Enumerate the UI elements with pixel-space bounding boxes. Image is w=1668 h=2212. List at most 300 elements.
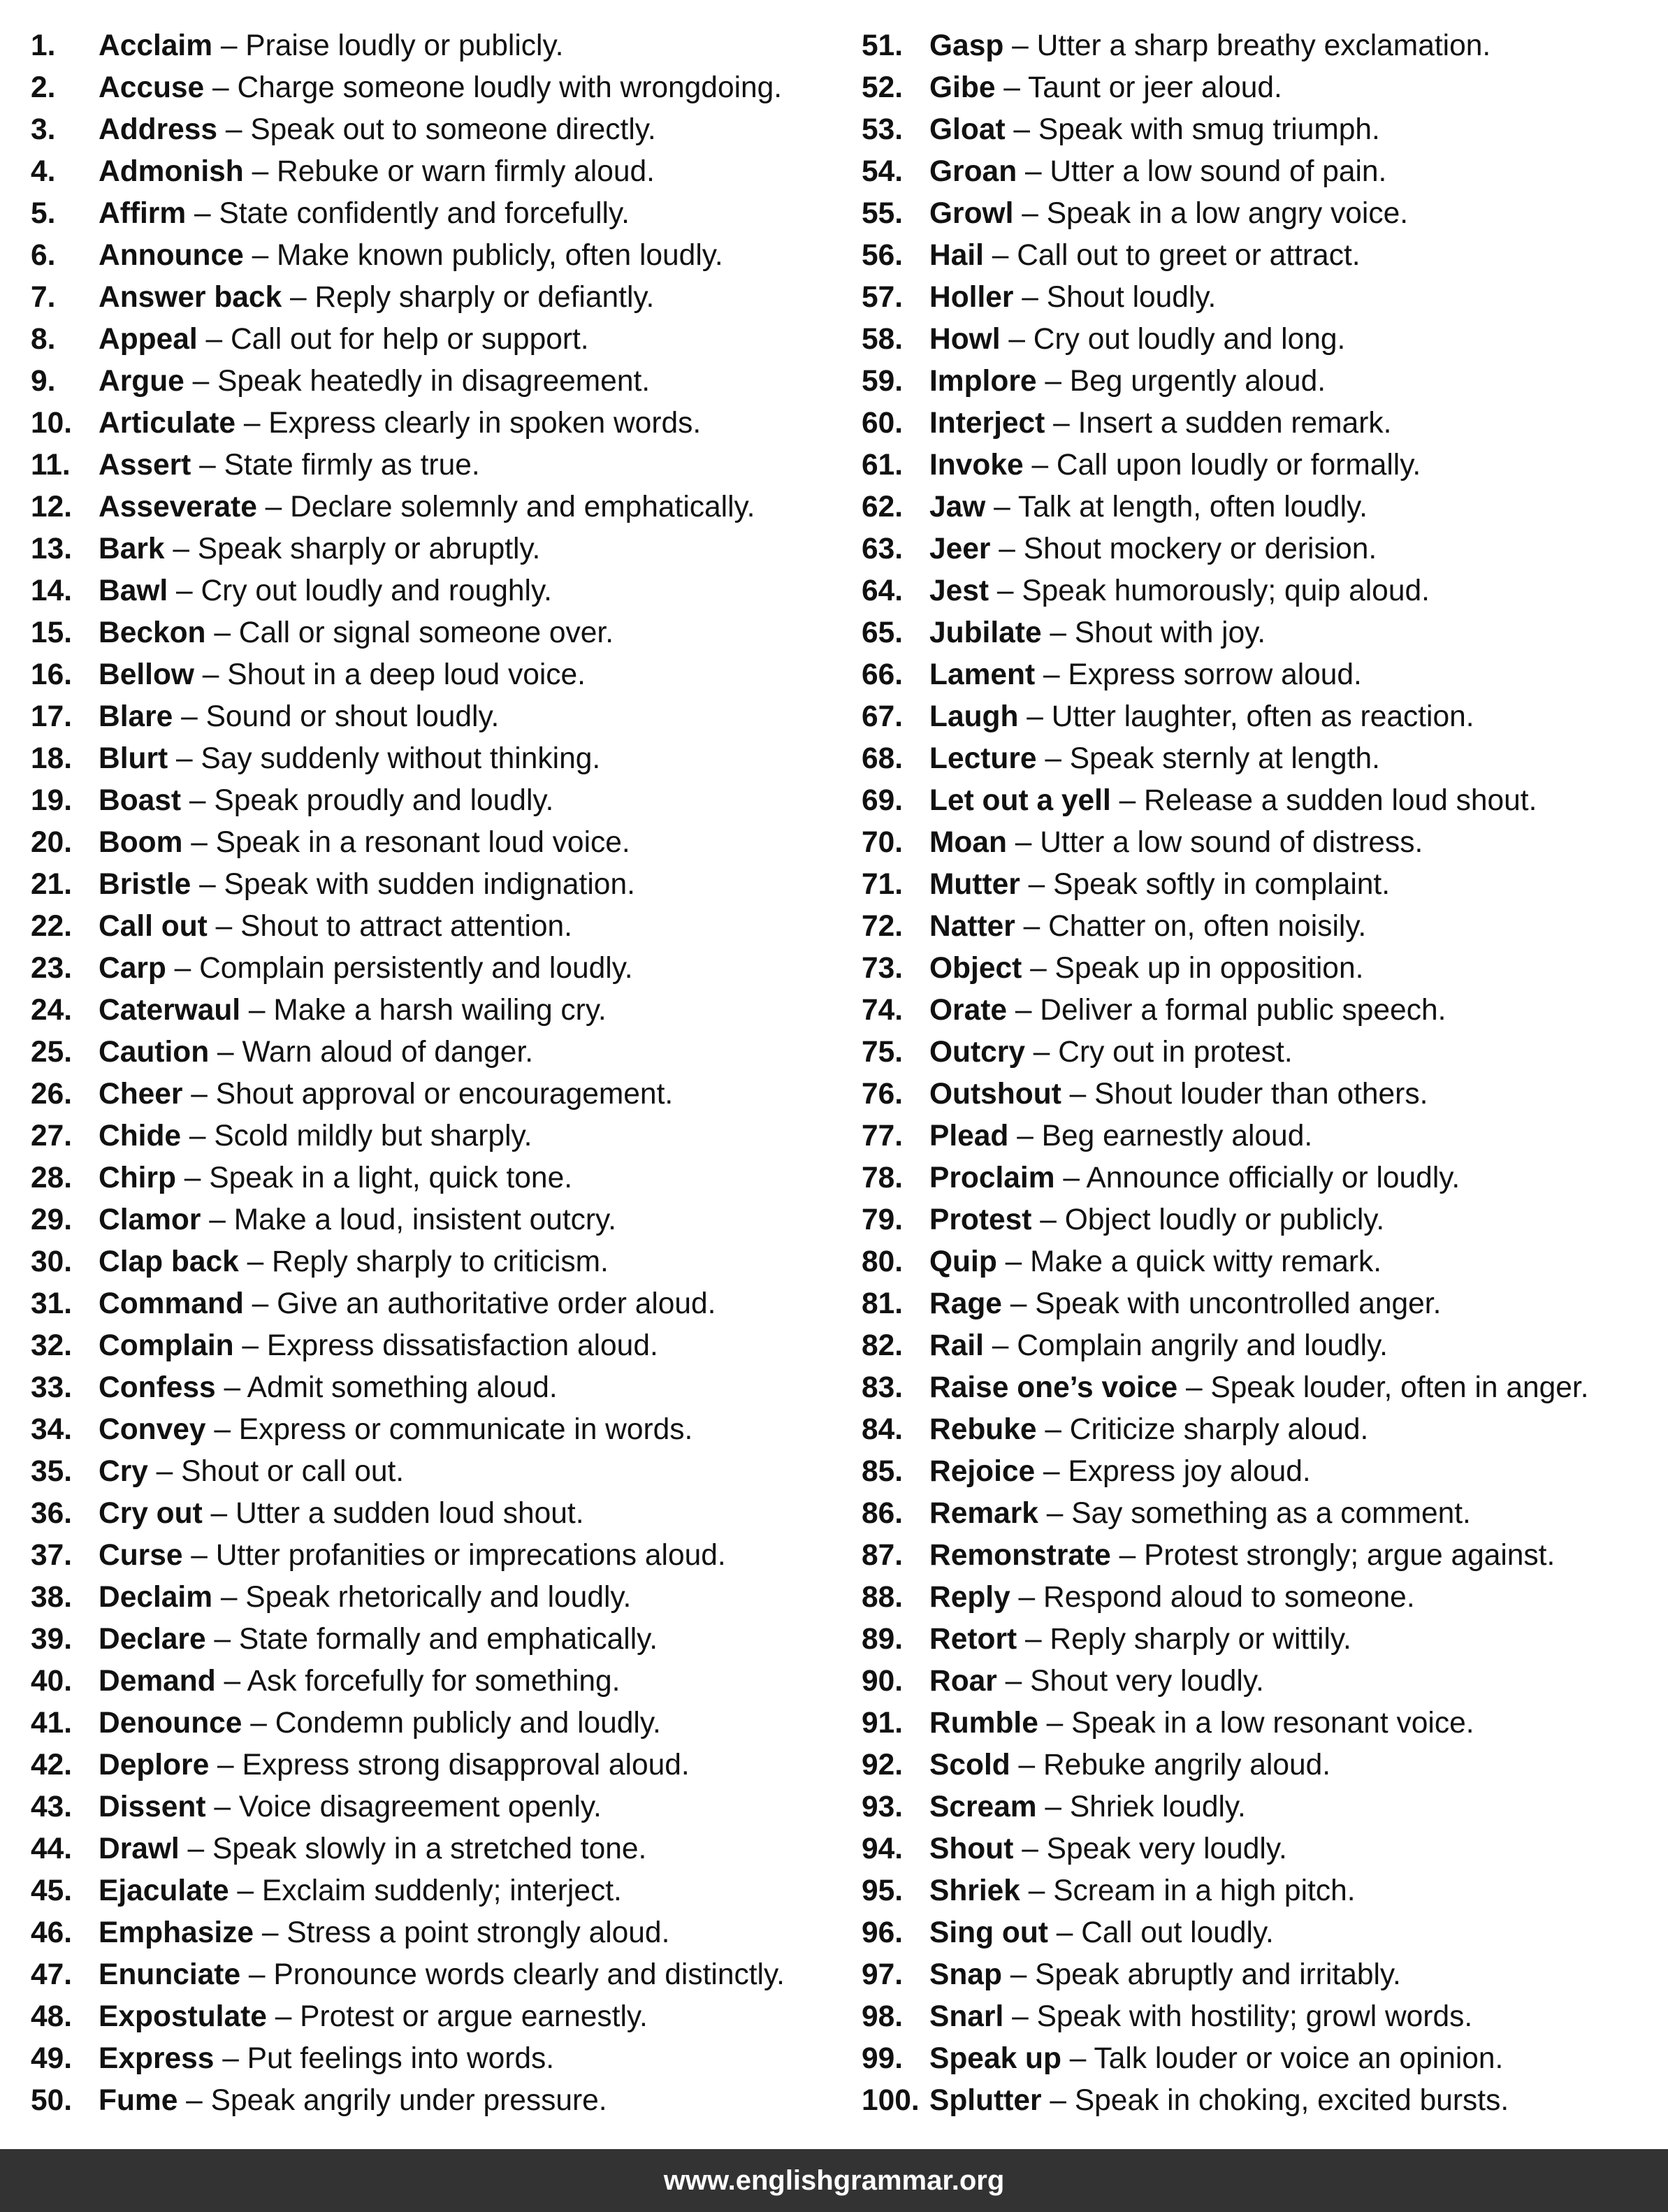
item-separator: – <box>166 952 200 985</box>
item-number: 67. <box>862 700 904 733</box>
item-term: Drawl <box>99 1833 180 1865</box>
item-text <box>99 1241 609 1283</box>
item-number: 60. <box>862 407 904 440</box>
item-number: 21. <box>31 868 73 901</box>
item-text <box>929 1786 1246 1828</box>
item-separator: – <box>1003 2000 1037 2033</box>
item-definition: Taunt or jeer aloud. <box>1027 71 1282 104</box>
item-number: 62. <box>862 491 904 523</box>
item-definition: Beg earnestly aloud. <box>1041 1120 1313 1152</box>
list-item <box>31 1367 834 1409</box>
list-item <box>31 25 834 67</box>
item-separator: – <box>1008 1120 1042 1152</box>
item-number: 28. <box>31 1162 73 1194</box>
item-number: 32. <box>31 1329 73 1362</box>
item-number: 86. <box>862 1497 904 1530</box>
item-definition: Speak slowly in a stretched tone. <box>212 1833 647 1865</box>
list-item <box>31 1032 834 1074</box>
list-item <box>862 109 1651 151</box>
list-item <box>862 67 1651 109</box>
item-term: Blurt <box>99 742 168 775</box>
item-number: 3. <box>31 113 56 146</box>
item-text <box>99 1870 622 1912</box>
item-definition: Say something as a comment. <box>1071 1497 1471 1530</box>
item-number: 14. <box>31 574 73 607</box>
item-separator: – <box>214 2042 247 2075</box>
item-separator: – <box>1036 742 1070 775</box>
item-separator: – <box>215 1665 247 1698</box>
item-term: Outshout <box>929 1078 1061 1111</box>
list-item <box>31 948 834 990</box>
item-number: 81. <box>862 1287 904 1320</box>
item-separator: – <box>209 1036 242 1069</box>
list-item <box>31 528 834 570</box>
footer-bar <box>0 2149 1668 2212</box>
item-text <box>99 570 552 612</box>
item-separator: – <box>1041 2084 1075 2117</box>
item-definition: Criticize sharply aloud. <box>1069 1413 1369 1446</box>
item-number: 47. <box>31 1958 73 1991</box>
item-number: 42. <box>31 1749 73 1781</box>
item-separator: – <box>168 742 201 775</box>
item-number: 49. <box>31 2042 73 2075</box>
item-term: Implore <box>929 365 1037 398</box>
item-term: Cheer <box>99 1078 183 1111</box>
item-term: Command <box>99 1287 244 1320</box>
item-text <box>929 444 1421 486</box>
item-number: 51. <box>862 29 904 62</box>
item-definition: Call out loudly. <box>1081 1916 1274 1949</box>
item-text <box>99 1283 716 1325</box>
item-definition: Announce officially or loudly. <box>1086 1162 1460 1194</box>
item-separator: – <box>996 1665 1031 1698</box>
item-number: 64. <box>862 574 904 607</box>
list-item <box>862 1619 1651 1661</box>
item-term: Bellow <box>99 658 194 691</box>
item-term: Let out a yell <box>929 784 1111 817</box>
item-definition: State firmly as true. <box>224 449 480 482</box>
item-number: 44. <box>31 1833 73 1865</box>
item-term: Lament <box>929 658 1036 691</box>
item-number: 39. <box>31 1623 73 1656</box>
item-term: Laugh <box>929 700 1019 733</box>
item-term: Blare <box>99 700 173 733</box>
item-definition: Express dissatisfaction aloud. <box>266 1329 658 1362</box>
list-item <box>862 2038 1651 2080</box>
item-definition: Sound or shout loudly. <box>205 700 500 733</box>
item-text <box>99 151 655 193</box>
item-definition: Speak abruptly and irritably. <box>1035 1958 1401 1991</box>
item-separator: – <box>240 994 274 1027</box>
item-definition: Express sorrow aloud. <box>1068 658 1362 691</box>
list-item <box>862 1744 1651 1786</box>
item-definition: Shout with joy. <box>1074 616 1266 649</box>
list-item <box>862 1409 1651 1451</box>
item-term: Caterwaul <box>99 994 241 1027</box>
item-term: Growl <box>929 197 1014 230</box>
list-item <box>862 696 1651 738</box>
item-definition: Reply sharply to criticism. <box>272 1245 609 1278</box>
item-number: 76. <box>862 1078 904 1111</box>
item-definition: Protest strongly; argue against. <box>1144 1539 1555 1572</box>
item-separator: – <box>1031 1203 1065 1236</box>
list-item <box>862 403 1651 444</box>
item-definition: Rebuke angrily aloud. <box>1043 1749 1331 1781</box>
list-item <box>862 1535 1651 1577</box>
item-number: 45. <box>31 1874 73 1907</box>
item-separator: – <box>177 2084 211 2117</box>
item-separator: – <box>990 533 1024 565</box>
list-item <box>31 1577 834 1619</box>
list-item <box>862 1661 1651 1703</box>
item-text <box>99 1032 533 1074</box>
item-definition: Speak humorously; quip aloud. <box>1022 574 1430 607</box>
item-definition: Shout in a deep loud voice. <box>227 658 586 691</box>
item-separator: – <box>266 2000 300 2033</box>
item-text <box>929 948 1363 990</box>
list-item <box>862 1074 1651 1115</box>
item-number: 82. <box>862 1329 904 1362</box>
item-text <box>929 361 1326 403</box>
item-definition: Speak in a light, quick tone. <box>209 1162 573 1194</box>
item-term: Rebuke <box>929 1413 1037 1446</box>
item-number: 74. <box>862 994 904 1027</box>
item-term: Jeer <box>929 533 991 565</box>
item-term: Speak up <box>929 2042 1061 2075</box>
item-separator: – <box>202 1497 236 1530</box>
item-term: Declaim <box>99 1581 213 1614</box>
item-separator: – <box>179 1833 212 1865</box>
item-term: Ejaculate <box>99 1874 229 1907</box>
item-definition: Utter a low sound of pain. <box>1050 155 1387 188</box>
list-item <box>862 990 1651 1032</box>
item-number: 25. <box>31 1036 73 1069</box>
item-definition: Speak proudly and loudly. <box>214 784 554 817</box>
item-text <box>929 780 1537 822</box>
item-separator: – <box>1001 1958 1036 1991</box>
item-term: Carp <box>99 952 166 985</box>
item-term: Convey <box>99 1413 206 1446</box>
item-separator: – <box>1036 365 1070 398</box>
list-item <box>31 1996 834 2038</box>
item-text <box>929 1744 1330 1786</box>
item-number: 26. <box>31 1078 73 1111</box>
item-number: 75. <box>862 1036 904 1069</box>
item-separator: – <box>194 658 228 691</box>
item-definition: Speak very loudly. <box>1046 1833 1287 1865</box>
item-definition: Shout loudly. <box>1046 281 1217 314</box>
item-text <box>99 1325 658 1367</box>
list-item <box>31 1283 834 1325</box>
item-separator: – <box>1045 407 1078 440</box>
item-number: 88. <box>862 1581 904 1614</box>
list-item <box>862 235 1651 277</box>
list-item <box>862 948 1651 990</box>
item-number: 58. <box>862 323 904 356</box>
item-definition: Speak with sudden indignation. <box>224 868 635 901</box>
item-number: 12. <box>31 491 73 523</box>
item-number: 73. <box>862 952 904 985</box>
item-separator: – <box>235 407 269 440</box>
list-item <box>862 1996 1651 2038</box>
item-separator: – <box>1036 1791 1070 1823</box>
item-text <box>929 696 1474 738</box>
item-number: 38. <box>31 1581 73 1614</box>
item-separator: – <box>1013 197 1047 230</box>
footer-website: www.englishgrammar.org <box>663 2165 1005 2196</box>
item-number: 17. <box>31 700 73 733</box>
item-number: 97. <box>862 1958 904 1991</box>
item-number: 5. <box>31 197 56 230</box>
list-item <box>31 2080 834 2122</box>
item-definition: Pronounce words clearly and distinctly. <box>273 1958 785 1991</box>
item-separator: – <box>1015 910 1049 943</box>
item-term: Caution <box>99 1036 210 1069</box>
item-text <box>929 403 1391 444</box>
list-item <box>31 1451 834 1493</box>
item-number: 34. <box>31 1413 73 1446</box>
item-definition: Praise loudly or publicly. <box>245 29 564 62</box>
item-separator: – <box>985 491 1018 523</box>
item-number: 77. <box>862 1120 904 1152</box>
item-text <box>99 2038 554 2080</box>
item-term: Complain <box>99 1329 234 1362</box>
item-separator: – <box>1006 826 1040 859</box>
item-term: Denounce <box>99 1707 242 1740</box>
item-text <box>99 361 650 403</box>
item-definition: Speak in a resonant loud voice. <box>215 826 630 859</box>
item-text <box>929 1451 1311 1493</box>
list-item <box>862 1157 1651 1199</box>
item-text <box>929 193 1408 235</box>
item-term: Deplore <box>99 1749 210 1781</box>
item-term: Scream <box>929 1791 1037 1823</box>
item-number: 95. <box>862 1874 904 1907</box>
item-term: Sing out <box>929 1916 1048 1949</box>
item-definition: Cry out loudly and roughly. <box>201 574 552 607</box>
list-item <box>31 361 834 403</box>
item-term: Gloat <box>929 113 1006 146</box>
item-separator: – <box>204 71 238 104</box>
list-item <box>862 1577 1651 1619</box>
item-term: Call out <box>99 910 208 943</box>
item-separator: – <box>1020 1874 1054 1907</box>
item-number: 80. <box>862 1245 904 1278</box>
item-number: 68. <box>862 742 904 775</box>
item-separator: – <box>1054 1162 1087 1194</box>
item-separator: – <box>282 281 315 314</box>
item-text <box>929 151 1386 193</box>
item-text <box>99 25 563 67</box>
item-text <box>99 990 607 1032</box>
item-text <box>99 654 586 696</box>
item-term: Bristle <box>99 868 191 901</box>
item-text <box>929 1325 1388 1367</box>
item-definition: Shout approval or encouragement. <box>215 1078 674 1111</box>
item-separator: – <box>1061 2042 1094 2075</box>
item-definition: Speak in a low angry voice. <box>1046 197 1409 230</box>
item-separator: – <box>1000 323 1034 356</box>
item-number: 59. <box>862 365 904 398</box>
item-text <box>929 2038 1503 2080</box>
item-text <box>99 444 480 486</box>
item-text <box>99 109 656 151</box>
item-term: Scold <box>929 1749 1010 1781</box>
item-definition: Call out for help or support. <box>230 323 589 356</box>
item-text <box>99 948 633 990</box>
item-number: 66. <box>862 658 904 691</box>
item-term: Reply <box>929 1581 1010 1614</box>
list-item <box>31 864 834 906</box>
list-item <box>862 1912 1651 1954</box>
item-definition: Insert a sudden remark. <box>1078 407 1392 440</box>
item-text <box>929 1074 1428 1115</box>
item-text <box>929 2080 1509 2122</box>
item-definition: Release a sudden loud shout. <box>1144 784 1537 817</box>
item-definition: Utter a low sound of distress. <box>1040 826 1423 859</box>
item-separator: – <box>1017 155 1050 188</box>
item-number: 35. <box>31 1455 73 1488</box>
item-separator: – <box>1018 700 1052 733</box>
item-separator: – <box>201 1203 234 1236</box>
item-term: Rage <box>929 1287 1002 1320</box>
list-item <box>862 1828 1651 1870</box>
item-separator: – <box>243 155 277 188</box>
item-number: 10. <box>31 407 73 440</box>
item-text <box>99 1367 558 1409</box>
item-definition: Utter profanities or imprecations aloud. <box>215 1539 726 1572</box>
list-item <box>31 612 834 654</box>
item-text <box>929 1409 1368 1451</box>
item-definition: Shout louder than others. <box>1094 1078 1428 1111</box>
item-text <box>929 612 1265 654</box>
item-separator: – <box>1041 616 1075 649</box>
item-text <box>99 906 572 948</box>
item-text <box>99 1786 602 1828</box>
list-item <box>862 1325 1651 1367</box>
item-definition: Talk at length, often loudly. <box>1017 491 1368 523</box>
item-text <box>99 1912 669 1954</box>
item-definition: Scold mildly but sharply. <box>214 1120 532 1152</box>
item-text <box>99 1451 404 1493</box>
item-separator: – <box>217 113 251 146</box>
list-item <box>31 193 834 235</box>
item-text <box>99 319 589 361</box>
item-separator: – <box>1017 1623 1050 1656</box>
item-number: 57. <box>862 281 904 314</box>
item-separator: – <box>215 1371 247 1404</box>
item-definition: Speak in a low resonant voice. <box>1071 1707 1474 1740</box>
item-separator: – <box>996 1245 1031 1278</box>
item-text <box>99 277 654 319</box>
item-definition: Rebuke or warn firmly aloud. <box>277 155 655 188</box>
item-text <box>99 403 701 444</box>
item-definition: Shout to attract attention. <box>240 910 572 943</box>
item-definition: Make known publicly, often loudly. <box>277 239 723 272</box>
item-definition: Object loudly or publicly. <box>1064 1203 1385 1236</box>
list-item <box>31 109 834 151</box>
item-term: Roar <box>929 1665 997 1698</box>
item-term: Appeal <box>99 323 198 356</box>
item-number: 72. <box>862 910 904 943</box>
item-text <box>929 277 1216 319</box>
item-term: Outcry <box>929 1036 1025 1069</box>
item-number: 22. <box>31 910 73 943</box>
item-definition: Give an authoritative order aloud. <box>277 1287 716 1320</box>
item-number: 91. <box>862 1707 904 1740</box>
item-term: Acclaim <box>99 29 213 62</box>
item-term: Mutter <box>929 868 1020 901</box>
item-term: Quip <box>929 1245 997 1278</box>
list-item <box>31 822 834 864</box>
item-definition: Charge someone loudly with wrongdoing. <box>237 71 783 104</box>
item-text <box>929 1828 1287 1870</box>
item-separator: – <box>164 533 198 565</box>
item-text <box>929 1535 1555 1577</box>
item-text <box>99 193 630 235</box>
item-number: 94. <box>862 1833 904 1865</box>
item-number: 53. <box>862 113 904 146</box>
item-text <box>99 780 553 822</box>
item-number: 92. <box>862 1749 904 1781</box>
item-number: 69. <box>862 784 904 817</box>
item-separator: – <box>1001 1287 1036 1320</box>
item-separator: – <box>1023 449 1057 482</box>
item-text <box>99 612 614 654</box>
list-item <box>862 1870 1651 1912</box>
item-definition: Speak with uncontrolled anger. <box>1035 1287 1442 1320</box>
item-term: Remonstrate <box>929 1539 1111 1572</box>
item-definition: Complain persistently and loudly. <box>199 952 633 985</box>
item-term: Natter <box>929 910 1015 943</box>
item-number: 19. <box>31 784 73 817</box>
item-text <box>929 235 1361 277</box>
item-definition: State formally and emphatically. <box>238 1623 658 1656</box>
item-text <box>99 1954 785 1996</box>
word-list-right-column <box>862 25 1651 2122</box>
item-term: Clamor <box>99 1203 201 1236</box>
item-text <box>929 1199 1384 1241</box>
item-definition: Call upon loudly or formally. <box>1056 449 1421 482</box>
item-term: Admonish <box>99 155 244 188</box>
item-text <box>99 864 635 906</box>
item-term: Interject <box>929 407 1045 440</box>
item-definition: Speak heatedly in disagreement. <box>217 365 651 398</box>
list-item <box>862 277 1651 319</box>
item-term: Articulate <box>99 407 236 440</box>
item-text <box>929 1241 1381 1283</box>
item-text <box>99 235 723 277</box>
item-number: 78. <box>862 1162 904 1194</box>
item-separator: – <box>209 1749 242 1781</box>
item-separator: – <box>168 574 201 607</box>
list-item <box>862 738 1651 780</box>
item-separator: – <box>243 1287 277 1320</box>
item-number: 36. <box>31 1497 73 1530</box>
item-text <box>929 1493 1471 1535</box>
list-item <box>31 1870 834 1912</box>
item-definition: Chatter on, often noisily. <box>1048 910 1367 943</box>
item-definition: Stress a point strongly aloud. <box>287 1916 670 1949</box>
item-number: 96. <box>862 1916 904 1949</box>
list-item <box>31 1409 834 1451</box>
item-term: Plead <box>929 1120 1009 1152</box>
item-text <box>929 67 1282 109</box>
list-item <box>862 361 1651 403</box>
list-item <box>31 319 834 361</box>
list-item <box>31 235 834 277</box>
item-text <box>929 738 1380 780</box>
